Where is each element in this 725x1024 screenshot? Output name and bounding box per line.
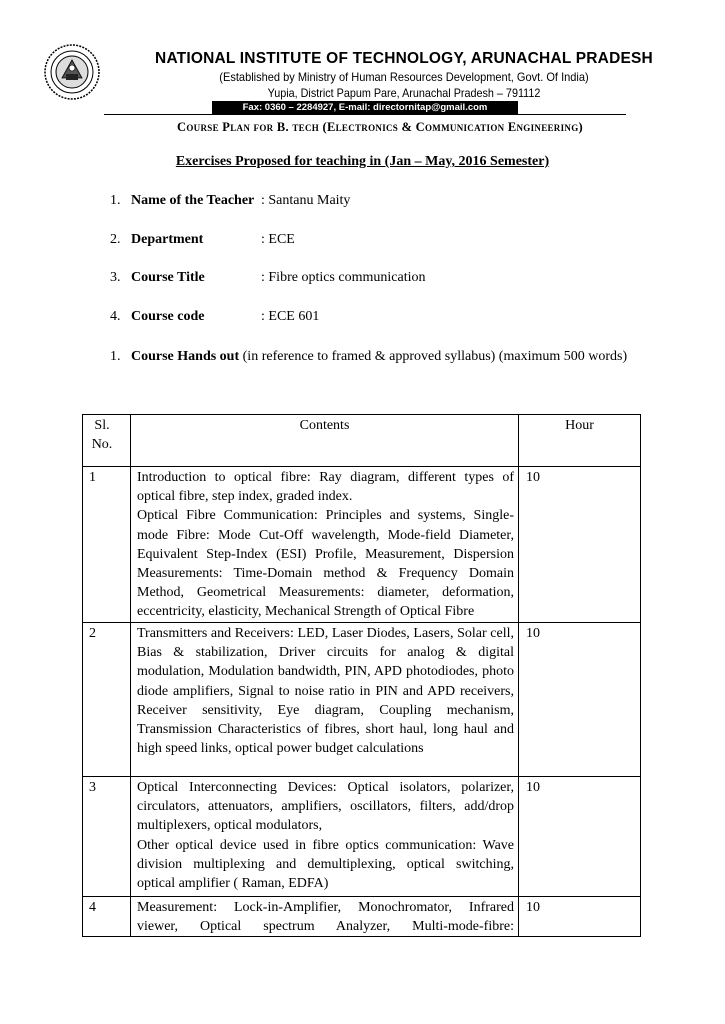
field-value: : ECE (261, 232, 295, 247)
field-value: : ECE 601 (261, 309, 320, 324)
header-sl: Sl. No. (83, 415, 131, 467)
field-number: 2. (110, 232, 121, 247)
field-label: Name of the Teacher (131, 193, 255, 208)
row-sl: 3 (89, 780, 96, 795)
table-row (83, 777, 641, 897)
institute-established: (Established by Ministry of Human Resources Development, Govt. Of India) (219, 70, 589, 84)
row-content-paragraph: Introduction to optical fibre: Ray diagram, different types of optical fibre, step index, graded index. (137, 470, 514, 505)
field-department (110, 232, 295, 248)
handsout-text: (in reference to framed & approved syllabus) (maximum 500 words) (239, 349, 628, 364)
field-number: 4. (110, 309, 121, 324)
field-label: Department (131, 232, 204, 247)
field-number: 1. (110, 193, 121, 208)
row-hour: 10 (526, 780, 540, 795)
table-row (83, 623, 641, 777)
row-hour: 10 (526, 900, 540, 915)
field-label: Course code (131, 309, 205, 324)
page-title: Exercises Proposed for teaching in (Jan – May, 2016 Semester) (175, 154, 550, 169)
field-value: : Santanu Maity (261, 193, 351, 208)
row-content-paragraph: Other optical device used in fibre optics communication: Wave division multiplexing and demultiplexing, optical switching, optical amplifier ( Raman, EDFA) (137, 837, 514, 892)
field-label: Course Title (131, 270, 205, 285)
row-sl: 1 (89, 470, 96, 485)
row-sl: 2 (89, 626, 96, 641)
row-content-paragraph: Optical Fibre Communication: Principles and systems, Single-mode Fibre: Mode Cut-Off wavelength, Mode-field Diameter, Equivalent Step-Index (ESI) Profile, Measurement, Dispersion Measurements: Time-Domain method & Frequency Domain Method, Geometrical Measurements: diameter, deformation, eccentricity, elasticity, Mechanical Strength of Optical Fibre (137, 508, 514, 620)
institute-name: NATIONAL INSTITUTE OF TECHNOLOGY, ARUNACHAL PRADESH (155, 50, 653, 67)
contact-bar: Fax: 0360 – 2284927, E-mail: directornitap@gmail.com (212, 101, 518, 115)
table-header-row (83, 415, 641, 467)
field-teacher (110, 193, 350, 209)
course-plan-title: Course Plan for B. tech (Electronics & Communication Engineering) (177, 120, 583, 134)
field-value: : Fibre optics communication (261, 270, 426, 285)
course-handsout (110, 347, 638, 366)
institute-address: Yupia, District Papum Pare, Arunachal Pradesh – 791112 (267, 86, 541, 100)
row-sl: 4 (89, 900, 96, 915)
syllabus-table (82, 414, 641, 937)
row-hour: 10 (526, 626, 540, 641)
header-hour: Hour (519, 415, 641, 467)
field-number: 1. (110, 349, 121, 364)
row-content-paragraph: Optical Interconnecting Devices: Optical isolators, polarizer, circulators, attenuators, amplifiers, oscillators, filters, add/drop multiplexers, optical modulators, (137, 780, 514, 834)
row-content-paragraph: Transmitters and Receivers: LED, Laser Diodes, Lasers, Solar cell, Bias & stabilization, Driver circuits for analog & digital modulation, Modulation bandwidth, PIN, APD photodiodes, photo diode amplifiers, Signal to noise ratio in PIN and APD receivers, Receiver sensitivity, Eye diagram, Coupling mechanism, Transmission Characteristics of fibres, short haul, long haul and high speed links, optical power budget calculations (137, 626, 514, 757)
row-content-paragraph: Measurement: Lock-in-Amplifier, Monochromator, Infrared viewer, Optical spectrum Analyzer, Multi-mode-fibre: (137, 900, 514, 935)
header-contents: Contents (131, 415, 519, 467)
table-row (83, 897, 641, 937)
field-number: 3. (110, 270, 121, 285)
institute-logo (44, 44, 100, 100)
header-divider (104, 114, 626, 115)
row-hour: 10 (526, 470, 540, 485)
handsout-label: Course Hands out (131, 349, 240, 364)
field-course-code (110, 309, 319, 325)
table-row (83, 467, 641, 623)
field-course-title (110, 270, 425, 286)
